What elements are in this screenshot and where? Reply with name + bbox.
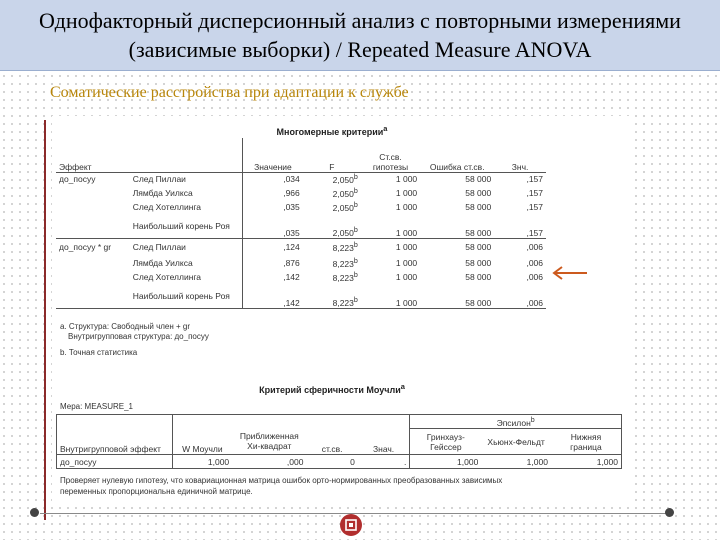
- df-cell: 1 000: [395, 227, 418, 238]
- df-cell: 0: [350, 456, 355, 467]
- err-cell: 58 000: [465, 202, 492, 212]
- hdr-sig: Знч.: [511, 161, 529, 172]
- epsilon-header-row: [57, 415, 622, 429]
- hdr-f: F: [329, 161, 335, 172]
- stat-cell: Наибольший корень Роя: [130, 284, 243, 308]
- table-row: [57, 455, 622, 469]
- title-line-2: (зависимые выборки) / Repeated Measure ANOVA: [128, 37, 592, 62]
- sig-cell: ,157: [526, 227, 543, 238]
- stat-cell: След Хотеллинга: [130, 200, 243, 214]
- footnote-a1: a. Структура: Свободный член + gr: [60, 322, 190, 331]
- epsilon-header: Эпсилон$^b$: [410, 415, 622, 429]
- value-cell: ,142: [283, 272, 300, 282]
- hdr-lb: Нижняя граница: [570, 431, 602, 452]
- stat-cell: Лямбда Уилкса: [130, 256, 243, 270]
- table-row: [56, 214, 546, 238]
- stat-cell: Наибольший корень Роя: [130, 214, 243, 238]
- value-cell: ,876: [283, 258, 300, 268]
- sig-cell: ,006: [526, 258, 543, 268]
- sig-cell: ,006: [526, 272, 543, 282]
- table-row: [56, 256, 546, 270]
- f-cell: 8,223$^b$: [332, 295, 358, 308]
- value-cell: ,142: [283, 297, 300, 308]
- effect-cell: до_посуу: [57, 455, 173, 469]
- measure-label: Мера: MEASURE_1: [60, 402, 134, 411]
- table-row: [56, 200, 546, 214]
- f-cell: 2,050$^b$: [332, 201, 358, 213]
- df-cell: 1 000: [395, 272, 418, 282]
- sig-cell: ,006: [526, 297, 543, 308]
- err-cell: 58 000: [465, 227, 492, 238]
- footnote-a2: Внутригрупповая структура: до_посуу: [68, 332, 209, 341]
- gg-cell: 1,000: [457, 456, 479, 467]
- sig-cell: ,157: [526, 174, 543, 185]
- hdr-gg: Гринхауз-Гейссер: [426, 431, 465, 452]
- err-cell: 58 000: [465, 188, 492, 198]
- f-cell: 2,050$^b$: [332, 225, 358, 238]
- hdr-stat: [130, 138, 243, 172]
- df-cell: 1 000: [395, 258, 418, 268]
- hdr-df: ст.св.: [321, 444, 343, 454]
- value-cell: ,124: [283, 242, 300, 253]
- mauchly-footnote-1: Проверяет нулевую гипотезу, что ковариационная матрица ошибок орто-нормированных преобразованных зависимых: [60, 476, 503, 485]
- err-cell: 58 000: [465, 258, 492, 268]
- f-cell: 2,050$^b$: [332, 187, 358, 199]
- df-cell: 1 000: [395, 174, 418, 185]
- f-cell: 8,223$^b$: [332, 257, 358, 269]
- chi-cell: ,000: [286, 456, 304, 467]
- accent-vertical-line: [44, 120, 46, 520]
- mauchly-footnote-2: переменных пропорциональна единичной матрице.: [60, 487, 253, 496]
- footer-dot-right: [665, 508, 674, 517]
- hdr-effect: Эффект: [59, 161, 92, 172]
- mauchly-table-caption: Критерий сферичности Моучли$^a$: [259, 382, 405, 395]
- err-cell: 58 000: [465, 297, 492, 308]
- value-cell: ,966: [283, 188, 300, 198]
- value-cell: ,034: [283, 174, 300, 185]
- sig-cell: .: [358, 455, 410, 469]
- slide-title: [0, 6, 720, 64]
- value-cell: ,035: [283, 227, 300, 238]
- stat-cell: След Хотеллинга: [130, 270, 243, 284]
- university-logo-icon: [340, 514, 362, 536]
- effect-cell: до_посуу: [59, 174, 96, 185]
- stat-cell: След Пиллаи: [130, 238, 243, 256]
- spss-output-panel: [52, 116, 632, 502]
- hdr-within-effect: Внутригрупповой эффект: [57, 429, 173, 455]
- sig-cell: ,157: [526, 202, 543, 212]
- hdr-chi: Приближенная Хи-квадрат: [239, 431, 299, 452]
- df-cell: 1 000: [395, 202, 418, 212]
- footer-dot-left: [30, 508, 39, 517]
- stat-cell: След Пиллаи: [130, 172, 243, 186]
- sig-cell: ,157: [526, 188, 543, 198]
- hdr-df: Ст.св. гипотезы: [372, 151, 409, 172]
- stat-cell: Лямбда Уилкса: [130, 186, 243, 200]
- pointer-arrow-icon: [552, 266, 588, 280]
- multivariate-tests-table: [56, 138, 546, 309]
- err-cell: 58 000: [465, 242, 492, 253]
- hdr-sig: Знач.: [358, 429, 410, 455]
- hf-cell: 1,000: [526, 456, 548, 467]
- table-row: [56, 238, 546, 256]
- hdr-value: Значение: [254, 161, 292, 172]
- table-row: [56, 284, 546, 308]
- hdr-err: Ошибка ст.св.: [429, 161, 485, 172]
- table-row: [56, 172, 546, 186]
- f-cell: 8,223$^b$: [332, 241, 358, 254]
- df-cell: 1 000: [395, 297, 418, 308]
- w-cell: 1,000: [207, 456, 230, 467]
- title-line-1: Однофакторный дисперсионный анализ с повторными измерениями: [39, 8, 681, 33]
- hdr-w: W Моучли: [182, 444, 223, 454]
- mult-header-row: [56, 138, 546, 172]
- footnote-b: b. Точная статистика: [60, 348, 138, 357]
- hdr-hf: Хьюнх-Фельдт: [487, 436, 545, 447]
- lb-cell: 1,000: [596, 456, 618, 467]
- err-cell: 58 000: [465, 272, 492, 282]
- table-row: [56, 270, 546, 284]
- mauchly-header-row: [57, 429, 622, 455]
- df-cell: 1 000: [395, 242, 418, 253]
- f-cell: 2,050$^b$: [332, 173, 358, 186]
- f-cell: 8,223$^b$: [332, 271, 358, 283]
- mult-table-caption: Многомерные критерии$^a$: [276, 124, 388, 137]
- value-cell: ,035: [283, 202, 300, 212]
- err-cell: 58 000: [465, 174, 492, 185]
- sig-cell: ,006: [526, 242, 543, 253]
- effect-cell: до_посуу * gr: [59, 242, 112, 253]
- footer-rule: [40, 513, 672, 514]
- mauchly-table: [56, 414, 622, 469]
- table-row: [56, 186, 546, 200]
- df-cell: 1 000: [395, 188, 418, 198]
- slide-subtitle: Соматические расстройства при адаптации к службе: [50, 84, 409, 101]
